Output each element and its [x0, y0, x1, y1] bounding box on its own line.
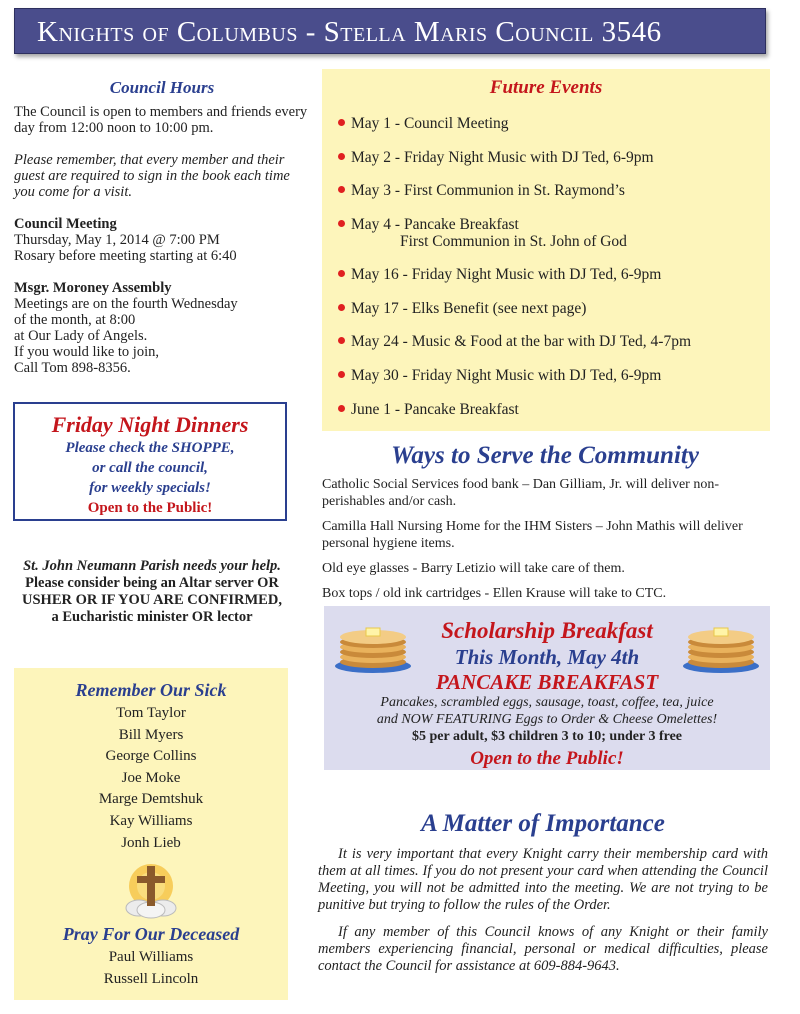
- ways-item: Old eye glasses - Barry Letizio will take care of them.: [322, 561, 625, 576]
- scholarship-breakfast-panel: [324, 606, 770, 770]
- sick-name: Joe Moke: [121, 769, 181, 786]
- dinners-line: Please check the SHOPPE,: [65, 440, 235, 456]
- event-item: [338, 300, 586, 317]
- bullet-icon: [338, 371, 345, 378]
- future-events-panel: [322, 69, 770, 431]
- event-text: June 1 - Pancake Breakfast: [351, 401, 519, 418]
- event-item: [338, 401, 519, 418]
- sick-name: Tom Taylor: [116, 705, 186, 721]
- friday-dinners-title: Friday Night Dinners: [51, 412, 249, 437]
- banner-title: Knights of Columbus - Stella Maris Council 3546: [37, 16, 662, 48]
- bullet-icon: [338, 119, 345, 126]
- event-text: May 4 - Pancake Breakfast: [351, 216, 519, 233]
- matter-of-importance-section: [318, 810, 768, 985]
- ways-item: Camilla Hall Nursing Home for the IHM Sisters – John Mathis will deliver personal hygiene items.: [322, 519, 743, 551]
- ways-to-serve-section: [320, 442, 770, 610]
- assembly-line: If you would like to join,: [14, 344, 159, 360]
- event-text-continued: First Communion in St. John of God: [400, 233, 627, 250]
- assembly-info: [14, 280, 310, 376]
- assembly-line: at Our Lady of Angels.: [14, 328, 148, 344]
- bullet-icon: [338, 220, 345, 227]
- future-events-heading: Future Events: [489, 77, 603, 98]
- matter-heading: A Matter of Importance: [421, 810, 665, 837]
- sick-name: Marge Demtshuk: [98, 791, 204, 808]
- event-item: [338, 216, 627, 250]
- event-item: [338, 115, 509, 132]
- pancake-stack-icon: [680, 614, 762, 674]
- sick-heading: Remember Our Sick: [75, 680, 227, 700]
- matter-paragraph: If any member of this Council knows of any Knight or their family members experiencing financial, personal or medical difficulties, please contact the Council for assistance at 609-884-9643.: [318, 924, 768, 974]
- sick-name: Bill Myers: [118, 726, 184, 743]
- pancake-stack-icon: [332, 614, 414, 674]
- deceased-name: Russell Lincoln: [103, 970, 199, 987]
- event-item: [338, 367, 661, 384]
- friday-dinners-box: [13, 402, 287, 521]
- bullet-icon: [338, 153, 345, 160]
- event-text: May 24 - Music & Food at the bar with DJ Ted, 4-7pm: [351, 333, 692, 350]
- council-meeting-info: [14, 216, 310, 264]
- event-item: [338, 333, 691, 350]
- parish-appeal: [12, 558, 292, 626]
- bullet-icon: [338, 304, 345, 311]
- ways-item: Catholic Social Services food bank – Dan Gilliam, Jr. will deliver non-perishables and/or cash.: [322, 477, 719, 509]
- scholarship-title: Scholarship Breakfast: [441, 618, 653, 643]
- assembly-line: of the month, at 8:00: [14, 312, 136, 328]
- dinners-public-notice: Open to the Public!: [87, 500, 213, 516]
- sign-in-reminder: Please remember, that every member and their guest are required to sign in the book each time you come for a visit.: [14, 152, 290, 200]
- event-text: May 16 - Friday Night Music with DJ Ted, 6-9pm: [351, 266, 662, 283]
- deceased-heading: Pray For Our Deceased: [62, 924, 240, 945]
- council-hours-section: [14, 80, 310, 392]
- sick-name: Jonh Lieb: [121, 834, 181, 851]
- event-text: May 3 - First Communion in St. Raymond’s: [351, 182, 625, 199]
- scholarship-event: PANCAKE BREAKFAST: [435, 670, 659, 694]
- breakfast-price: $5 per adult, $3 children 3 to 10; under 3 free: [411, 729, 683, 744]
- deceased-name: Paul Williams: [108, 949, 194, 966]
- dinners-line: or call the council,: [92, 460, 208, 476]
- event-text: May 2 - Friday Night Music with DJ Ted, 6-9pm: [351, 149, 654, 166]
- assembly-line: Call Tom 898-8356.: [14, 360, 131, 376]
- bullet-icon: [338, 186, 345, 193]
- parish-line-1: St. John Neumann Parish needs your help.: [23, 558, 281, 574]
- rosary-time: Rosary before meeting starting at 6:40: [14, 248, 237, 264]
- sick-name: George Collins: [105, 748, 197, 765]
- bullet-icon: [338, 405, 345, 412]
- parish-line-2: Please consider being an Altar server OR: [25, 575, 279, 591]
- menu-line: Pancakes, scrambled eggs, sausage, toast, coffee, tea, juice: [380, 695, 714, 710]
- breakfast-public-notice: Open to the Public!: [470, 748, 624, 769]
- assembly-heading: Msgr. Moroney Assembly: [14, 280, 172, 296]
- event-item: [338, 182, 625, 199]
- assembly-line: Meetings are on the fourth Wednesday: [14, 296, 238, 312]
- newsletter-banner: [14, 8, 766, 54]
- bullet-icon: [338, 337, 345, 344]
- event-text: May 17 - Elks Benefit (see next page): [351, 300, 587, 317]
- parish-line-3: USHER OR IF YOU ARE CONFIRMED,: [22, 592, 282, 608]
- cross-icon: [121, 860, 181, 920]
- sick-name: Kay Williams: [109, 812, 193, 829]
- parish-line-4: a Eucharistic minister OR lector: [51, 609, 253, 625]
- matter-paragraph: It is very important that every Knight carry their membership card with them at all times. If you do not present your card when attending the Council Meeting, you will not be admitted into the meeting. We are not trying to be punitive but trying to follow the rules of the Order.: [318, 846, 768, 913]
- bullet-icon: [338, 270, 345, 277]
- cross-image: [14, 858, 288, 922]
- ways-item: Box tops / old ink cartridges - Ellen Krause will take to CTC.: [322, 586, 667, 601]
- council-meeting-date: Thursday, May 1, 2014 @ 7:00 PM: [14, 232, 220, 248]
- scholarship-subtitle: This Month, May 4th: [454, 645, 640, 669]
- menu-line: and NOW FEATURING Eggs to Order & Cheese Omelettes!: [376, 712, 718, 727]
- event-item: [338, 149, 654, 166]
- event-item: [338, 266, 661, 283]
- council-meeting-heading: Council Meeting: [14, 216, 117, 232]
- dinners-line: for weekly specials!: [89, 480, 211, 496]
- event-text: May 1 - Council Meeting: [351, 115, 509, 132]
- event-text: May 30 - Friday Night Music with DJ Ted, 6-9pm: [351, 367, 662, 384]
- ways-heading: Ways to Serve the Community: [391, 442, 699, 469]
- council-open-text: The Council is open to members and friends every day from 12:00 noon to 10:00 pm.: [14, 104, 308, 136]
- remember-sick-panel: [14, 668, 288, 1000]
- council-hours-heading: Council Hours: [109, 78, 215, 97]
